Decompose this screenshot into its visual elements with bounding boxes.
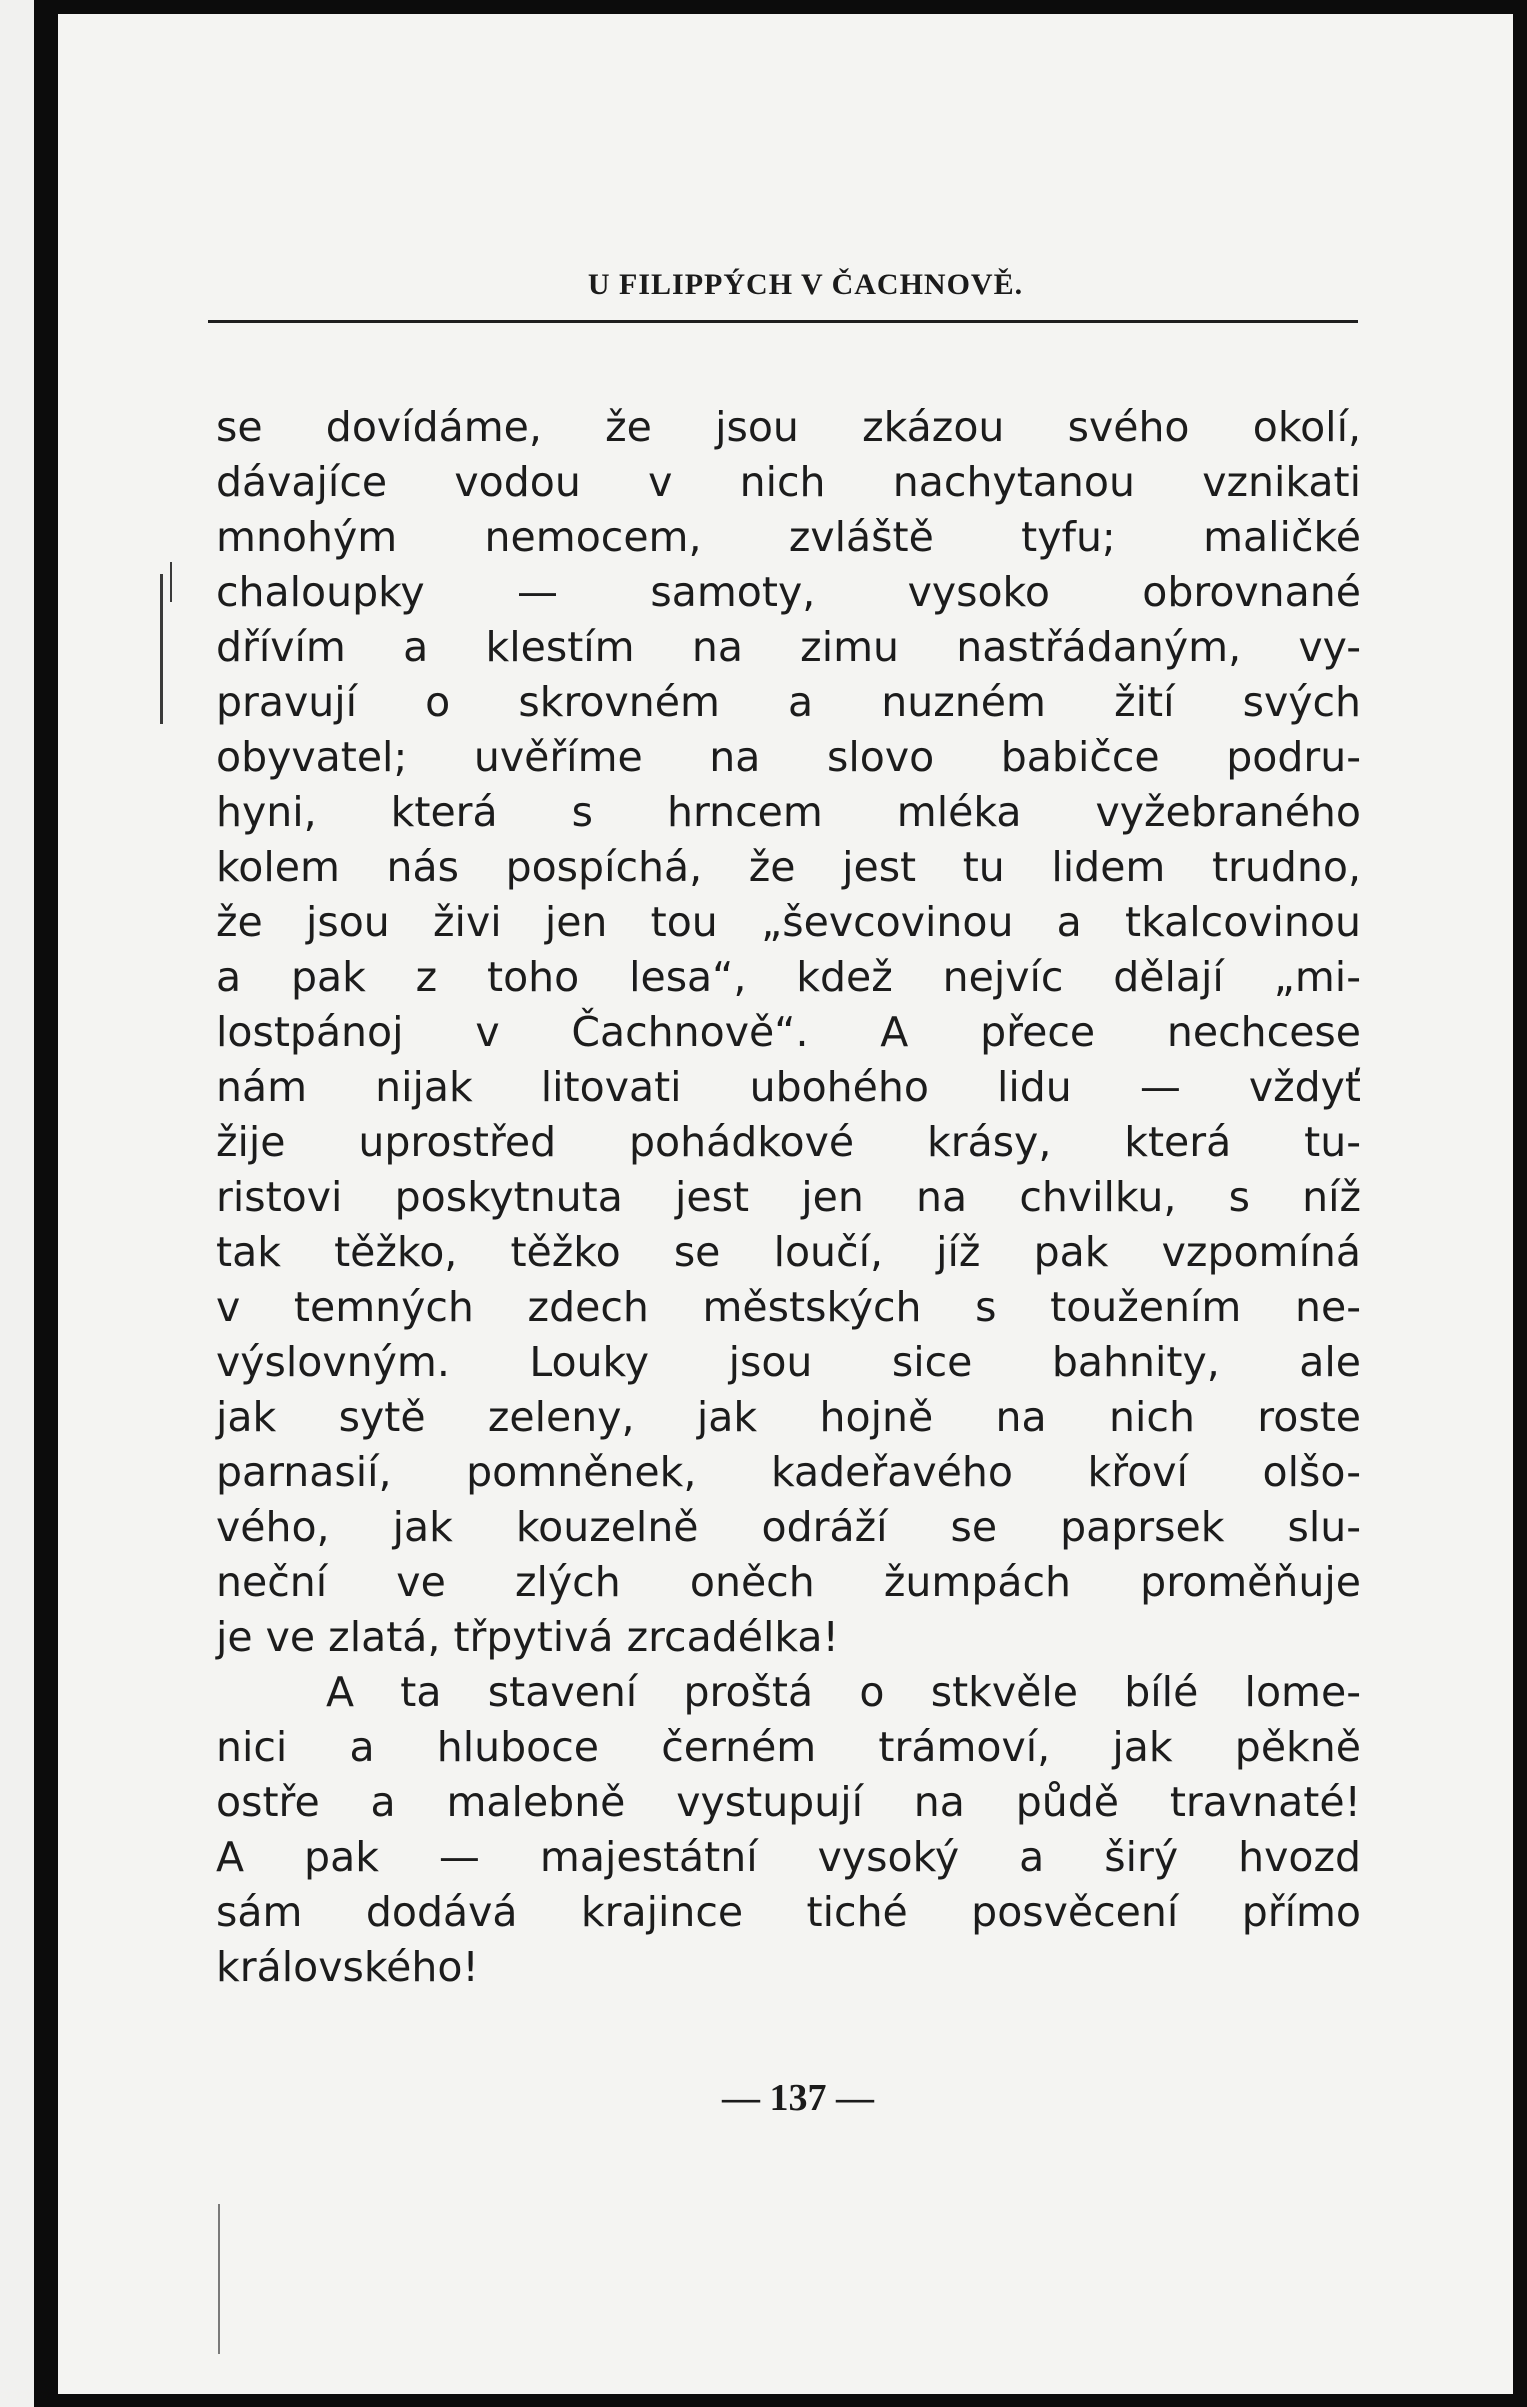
running-header: U FILIPPÝCH V ČACHNOVĚ.: [587, 268, 1024, 301]
text-line: nici a hluboce černém trámoví, jak pěkně: [216, 1723, 1361, 1771]
text-line: pravují o skrovném a nuzném žití svých: [216, 678, 1361, 726]
text-line: dávajíce vodou v nich nachytanou vznikati: [216, 458, 1361, 506]
text-line: nám nijak litovati ubohého lidu — vždyť: [216, 1063, 1361, 1111]
text-line: tak těžko, těžko se loučí, jíž pak vzpomíná: [216, 1228, 1361, 1276]
facing-page-edge: [0, 0, 34, 2407]
text-line: a pak z toho lesa“, kdež nejvíc dělají „mi-: [216, 953, 1361, 1001]
text-line: sám dodává krajince tiché posvěcení přímo: [216, 1888, 1361, 1936]
text-line: mnohým nemocem, zvláště tyfu; maličké: [216, 513, 1361, 561]
text-line: žije uprostřed pohádkové krásy, která tu-: [216, 1118, 1361, 1166]
text-line: A pak — majestátní vysoký a širý hvozd: [216, 1833, 1361, 1881]
margin-mark: [160, 574, 163, 724]
text-line: ristovi poskytnuta jest jen na chvilku, s níž: [216, 1173, 1361, 1221]
text-line: lostpánoj v Čachnově“. A přece nechcese: [216, 1008, 1361, 1056]
book-page: [58, 14, 1513, 2394]
text-line: neční ve zlých oněch žumpách proměňuje: [216, 1558, 1361, 1606]
text-line: že jsou živi jen tou „ševcovinou a tkalcovinou: [216, 898, 1361, 946]
text-line: vého, jak kouzelně odráží se paprsek slu-: [216, 1503, 1361, 1551]
text-line: dřívím a klestím na zimu nastřádaným, vy-: [216, 623, 1361, 671]
body-text: [216, 400, 1361, 1995]
header-rule: [208, 320, 1358, 323]
text-line: A ta stavení proštá o stkvěle bílé lome-: [326, 1668, 1361, 1716]
text-line: v temných zdech městských s toužením ne-: [216, 1283, 1361, 1331]
text-line: je ve zlatá, třpytivá zrcadélka!: [216, 1613, 839, 1661]
text-line: kolem nás pospíchá, že jest tu lidem trudno,: [216, 843, 1361, 891]
text-line: parnasií, pomněnek, kadeřavého křoví olšo-: [216, 1448, 1361, 1496]
text-line: jak sytě zeleny, jak hojně na nich roste: [216, 1393, 1361, 1441]
text-line: se dovídáme, že jsou zkázou svého okolí,: [216, 403, 1361, 451]
text-line: královského!: [216, 1943, 479, 1991]
margin-mark: [218, 2204, 220, 2354]
text-line: obyvatel; uvěříme na slovo babičce podru-: [216, 733, 1361, 781]
text-line: chaloupky — samoty, vysoko obrovnané: [216, 568, 1361, 616]
text-line: výslovným. Louky jsou sice bahnity, ale: [216, 1338, 1361, 1386]
text-line: ostře a malebně vystupují na půdě travnaté!: [216, 1778, 1361, 1826]
text-line: hyni, která s hrncem mléka vyžebraného: [216, 788, 1361, 836]
margin-mark: [170, 562, 172, 602]
page-number: — 137 —: [722, 2077, 874, 2119]
